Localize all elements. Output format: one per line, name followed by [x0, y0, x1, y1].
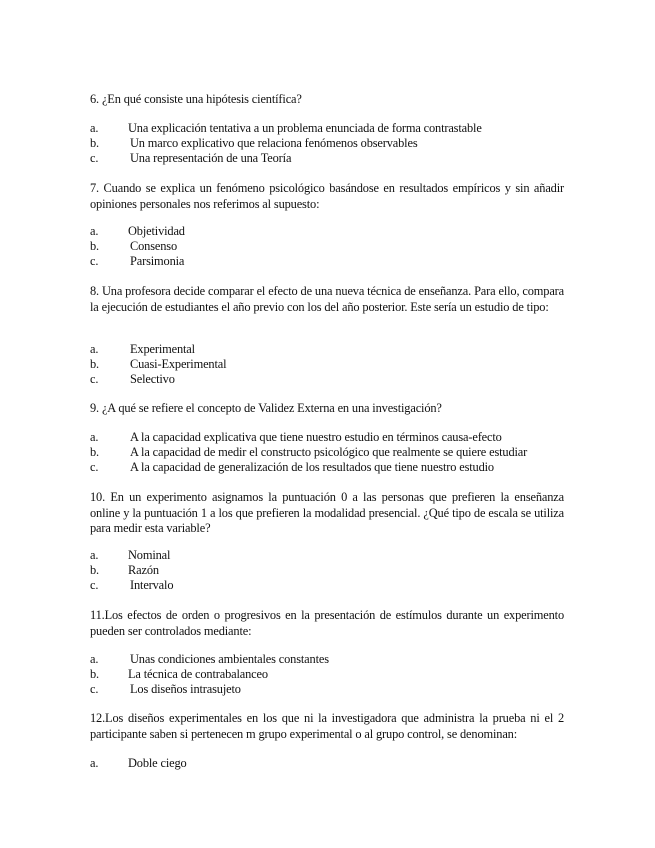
option-letter: a. [90, 652, 99, 666]
question-8-options [90, 342, 564, 387]
option-letter: c. [90, 151, 99, 166]
option-item [90, 578, 564, 593]
option-text: Consenso [130, 239, 177, 254]
option-item [90, 254, 564, 269]
option-text: Doble ciego [128, 756, 187, 770]
option-text: Un marco explicativo que relaciona fenómenos observables [130, 136, 418, 151]
option-item [90, 357, 564, 372]
option-letter: a. [90, 121, 99, 135]
option-letter: b. [90, 239, 99, 254]
option-text: Intervalo [130, 578, 174, 593]
option-item [90, 652, 564, 667]
option-text: Selectivo [130, 372, 175, 387]
option-item [90, 121, 564, 136]
option-item [90, 136, 564, 151]
option-letter: c. [90, 682, 99, 697]
question-8-text: 8. Una profesora decide comparar el efecto de una nueva técnica de enseñanza. Para ello, compara la ejecución de estudiantes el año previo con los del año posterior. Este sería un estudio de tipo: [90, 284, 564, 314]
question-12-text: 12.Los diseños experimentales en los que ni la investigadora que administra la prueba ni el 2 participante saben si pertenecen m grupo experimental o al grupo control, se denominan: [90, 711, 564, 741]
option-text: Los diseños intrasujeto [130, 682, 241, 697]
option-letter: b. [90, 136, 99, 151]
question-11-text: 11.Los efectos de orden o progresivos en la presentación de estímulos durante un experimento pueden ser controlados mediante: [90, 608, 564, 638]
option-letter: b. [90, 667, 99, 682]
option-item [90, 563, 564, 578]
option-item [90, 430, 564, 445]
option-item [90, 460, 564, 475]
question-6-options [90, 121, 564, 166]
question-9-options [90, 430, 564, 475]
option-text: Cuasi-Experimental [130, 357, 227, 372]
option-letter: b. [90, 563, 99, 578]
question-7-options [90, 224, 564, 269]
question-7-text: 7. Cuando se explica un fenómeno psicológico basándose en resultados empíricos y sin añadir opiniones personales nos referimos al supuesto: [90, 181, 564, 211]
option-letter: c. [90, 460, 99, 475]
option-letter: c. [90, 254, 99, 269]
option-text: Razón [128, 563, 159, 578]
question-12-options [90, 756, 564, 771]
option-item [90, 756, 564, 771]
option-item [90, 445, 564, 460]
question-6-text: 6. ¿En qué consiste una hipótesis científica? [90, 92, 302, 106]
option-item [90, 548, 564, 563]
option-text: A la capacidad de medir el constructo psicológico que realmente se quiere estudiar [130, 445, 528, 460]
question-9-text: 9. ¿A qué se refiere el concepto de Validez Externa en una investigación? [90, 401, 442, 415]
option-item [90, 239, 564, 254]
option-text: Nominal [128, 548, 171, 562]
option-text: Parsimonia [130, 254, 185, 269]
option-item [90, 372, 564, 387]
option-item [90, 151, 564, 166]
option-item [90, 342, 564, 357]
option-letter: b. [90, 445, 99, 460]
question-10-text: 10. En un experimento asignamos la puntuación 0 a las personas que prefieren la enseñanza online y la puntuación 1 a los que prefieren la modalidad presencial. ¿Qué tipo de escala se utiliza para medir esta variable? [90, 490, 564, 536]
option-item [90, 224, 564, 239]
option-text: La técnica de contrabalanceo [128, 667, 268, 682]
option-text: Una representación de una Teoría [130, 151, 292, 166]
option-text: Unas condiciones ambientales constantes [130, 652, 329, 666]
option-letter: a. [90, 548, 99, 562]
question-11-options [90, 652, 564, 697]
option-letter: c. [90, 578, 99, 593]
option-letter: a. [90, 342, 99, 356]
option-text: A la capacidad explicativa que tiene nuestro estudio en términos causa-efecto [130, 430, 502, 444]
option-letter: a. [90, 224, 99, 238]
option-item [90, 682, 564, 697]
option-text: Objetividad [128, 224, 185, 238]
option-letter: a. [90, 756, 99, 770]
option-letter: b. [90, 357, 99, 372]
option-letter: a. [90, 430, 99, 444]
option-text: Experimental [130, 342, 195, 356]
option-letter: c. [90, 372, 99, 387]
option-text: A la capacidad de generalización de los resultados que tiene nuestro estudio [130, 460, 494, 475]
question-10-options [90, 548, 564, 593]
option-item [90, 667, 564, 682]
option-text: Una explicación tentativa a un problema enunciada de forma contrastable [128, 121, 482, 135]
